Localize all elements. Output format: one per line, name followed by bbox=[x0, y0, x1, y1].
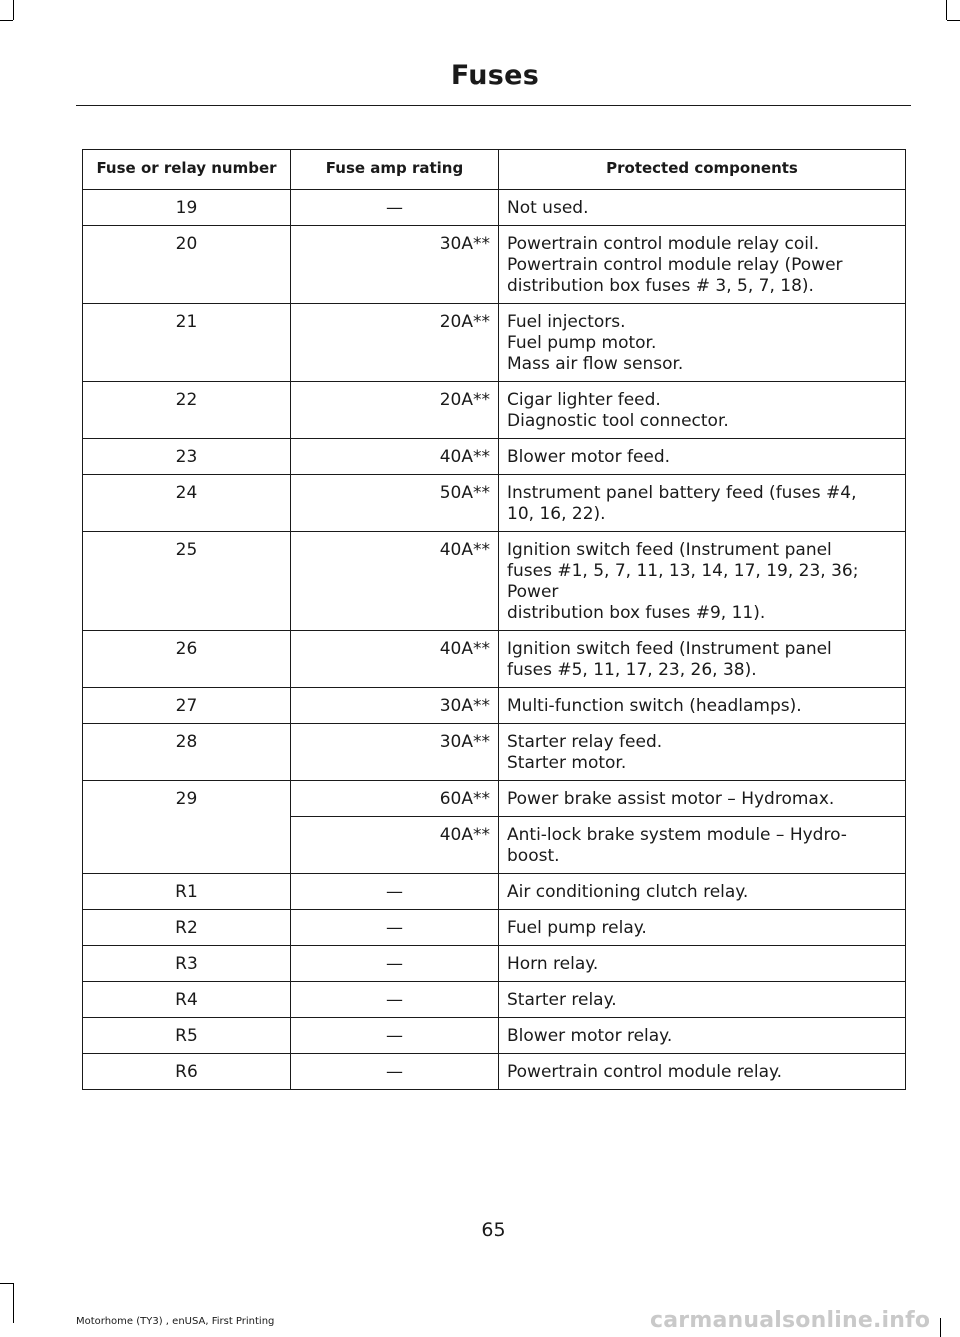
component-line: Fuel injectors. bbox=[507, 312, 626, 332]
component-line: Ignition switch feed (Instrument panel bbox=[507, 639, 832, 659]
crop-mark-top-left-h bbox=[0, 20, 13, 21]
table-row bbox=[83, 874, 906, 910]
amp-rating-cell: 30A** bbox=[291, 226, 499, 304]
fuse-number-cell: 22 bbox=[83, 382, 291, 439]
protected-components-cell bbox=[499, 724, 906, 781]
table-row bbox=[83, 190, 906, 226]
fuse-number-cell: 19 bbox=[83, 190, 291, 226]
component-line: Power brake assist motor – Hydromax. bbox=[507, 789, 835, 809]
title-divider bbox=[76, 105, 911, 106]
protected-components-cell bbox=[499, 817, 906, 874]
publication-info: Motorhome (TY3) , enUSA, First Printing bbox=[76, 1316, 275, 1327]
fuse-number-cell: 26 bbox=[83, 631, 291, 688]
fuse-number-cell: 21 bbox=[83, 304, 291, 382]
fuse-number-cell: R2 bbox=[83, 910, 291, 946]
protected-components-cell bbox=[499, 1054, 906, 1090]
component-line: Multi-function switch (headlamps). bbox=[507, 696, 802, 716]
component-line: Instrument panel battery feed (fuses #4, bbox=[507, 483, 857, 503]
component-line: Blower motor feed. bbox=[507, 447, 671, 467]
protected-components-cell bbox=[499, 475, 906, 532]
crop-mark-bottom-right bbox=[940, 1318, 941, 1337]
amp-rating-cell: 60A** bbox=[291, 781, 499, 817]
crop-mark-bottom-left bbox=[13, 1283, 14, 1323]
fuse-number-cell: R5 bbox=[83, 1018, 291, 1054]
amp-rating-cell: — bbox=[291, 946, 499, 982]
amp-rating-cell: — bbox=[291, 1054, 499, 1090]
protected-components-cell bbox=[499, 946, 906, 982]
table-row bbox=[83, 382, 906, 439]
protected-components-cell bbox=[499, 439, 906, 475]
component-line: 10, 16, 22). bbox=[507, 504, 606, 524]
component-line: distribution box fuses # 3, 5, 7, 18). bbox=[507, 276, 814, 296]
fuse-number-cell: 28 bbox=[83, 724, 291, 781]
component-line: Powertrain control module relay. bbox=[507, 1062, 783, 1082]
component-line: Powertrain control module relay (Power bbox=[507, 255, 843, 275]
component-line: Powertrain control module relay coil. bbox=[507, 234, 820, 254]
table-row bbox=[83, 631, 906, 688]
fuse-table-body bbox=[83, 190, 906, 1090]
protected-components-cell bbox=[499, 874, 906, 910]
table-row bbox=[83, 724, 906, 781]
fuse-number-cell: 20 bbox=[83, 226, 291, 304]
component-line: boost. bbox=[507, 846, 560, 866]
component-line: Mass air flow sensor. bbox=[507, 354, 684, 374]
amp-rating-cell: 40A** bbox=[291, 532, 499, 631]
fuse-table bbox=[82, 149, 906, 1090]
amp-rating-cell: 20A** bbox=[291, 382, 499, 439]
amp-rating-cell: 20A** bbox=[291, 304, 499, 382]
component-line: Starter relay. bbox=[507, 990, 617, 1010]
fuse-number-cell: R1 bbox=[83, 874, 291, 910]
amp-rating-cell: 40A** bbox=[291, 817, 499, 874]
table-row bbox=[83, 226, 906, 304]
component-line: Fuel pump relay. bbox=[507, 918, 647, 938]
page-title: Fuses bbox=[450, 60, 540, 91]
component-line: Not used. bbox=[507, 198, 589, 218]
protected-components-cell bbox=[499, 982, 906, 1018]
protected-components-cell bbox=[499, 1018, 906, 1054]
table-row bbox=[83, 982, 906, 1018]
table-row bbox=[83, 1054, 906, 1090]
protected-components-cell bbox=[499, 781, 906, 817]
protected-components-cell bbox=[499, 226, 906, 304]
protected-components-cell bbox=[499, 304, 906, 382]
watermark: carmanualsonline.info bbox=[650, 1308, 931, 1333]
amp-rating-cell: — bbox=[291, 190, 499, 226]
table-row bbox=[83, 688, 906, 724]
table-row bbox=[83, 532, 906, 631]
table-header-row bbox=[83, 150, 906, 190]
crop-mark-bottom-left-h bbox=[0, 1283, 13, 1284]
fuse-number-cell: R6 bbox=[83, 1054, 291, 1090]
amp-rating-cell: — bbox=[291, 982, 499, 1018]
component-line: Cigar lighter feed. bbox=[507, 390, 661, 410]
amp-rating-cell: 30A** bbox=[291, 724, 499, 781]
crop-mark-top-left bbox=[13, 0, 14, 20]
component-line: Blower motor relay. bbox=[507, 1026, 673, 1046]
table-row bbox=[83, 946, 906, 982]
component-line: distribution box fuses #9, 11). bbox=[507, 603, 766, 623]
amp-rating-cell: — bbox=[291, 874, 499, 910]
component-line: Fuel pump motor. bbox=[507, 333, 657, 353]
component-line: Ignition switch feed (Instrument panel bbox=[507, 540, 832, 560]
protected-components-cell bbox=[499, 382, 906, 439]
amp-rating-cell: — bbox=[291, 1018, 499, 1054]
amp-rating-cell: 50A** bbox=[291, 475, 499, 532]
component-line: Anti-lock brake system module – Hydro- bbox=[507, 825, 847, 845]
protected-components-cell bbox=[499, 631, 906, 688]
page-number: 65 bbox=[481, 1219, 506, 1241]
protected-components-cell bbox=[499, 910, 906, 946]
component-line: Air conditioning clutch relay. bbox=[507, 882, 749, 902]
crop-mark-top-right bbox=[946, 0, 947, 20]
column-header-fuse-number: Fuse or relay number bbox=[83, 150, 291, 190]
fuse-number-cell: 25 bbox=[83, 532, 291, 631]
table-row bbox=[83, 781, 906, 817]
fuse-number-cell: R4 bbox=[83, 982, 291, 1018]
crop-mark-top-right-h bbox=[947, 20, 960, 21]
component-line: Starter motor. bbox=[507, 753, 627, 773]
protected-components-cell bbox=[499, 532, 906, 631]
fuse-number-cell: 23 bbox=[83, 439, 291, 475]
component-line: Starter relay feed. bbox=[507, 732, 663, 752]
amp-rating-cell: 30A** bbox=[291, 688, 499, 724]
component-line: fuses #1, 5, 7, 11, 13, 14, 17, 19, 23, 36; Power bbox=[507, 561, 859, 602]
table-row bbox=[83, 439, 906, 475]
column-header-components: Protected components bbox=[499, 150, 906, 190]
amp-rating-cell: — bbox=[291, 910, 499, 946]
component-line: fuses #5, 11, 17, 23, 26, 38). bbox=[507, 660, 757, 680]
fuse-number-cell: 27 bbox=[83, 688, 291, 724]
table-row bbox=[83, 475, 906, 532]
table-row bbox=[83, 304, 906, 382]
amp-rating-cell: 40A** bbox=[291, 631, 499, 688]
protected-components-cell bbox=[499, 688, 906, 724]
amp-rating-cell: 40A** bbox=[291, 439, 499, 475]
component-line: Diagnostic tool connector. bbox=[507, 411, 729, 431]
fuse-number-cell: 24 bbox=[83, 475, 291, 532]
table-row bbox=[83, 1018, 906, 1054]
table-row bbox=[83, 910, 906, 946]
component-line: Horn relay. bbox=[507, 954, 599, 974]
column-header-amp-rating: Fuse amp rating bbox=[291, 150, 499, 190]
fuse-number-cell: R3 bbox=[83, 946, 291, 982]
protected-components-cell bbox=[499, 190, 906, 226]
fuse-number-cell: 29 bbox=[83, 781, 291, 874]
